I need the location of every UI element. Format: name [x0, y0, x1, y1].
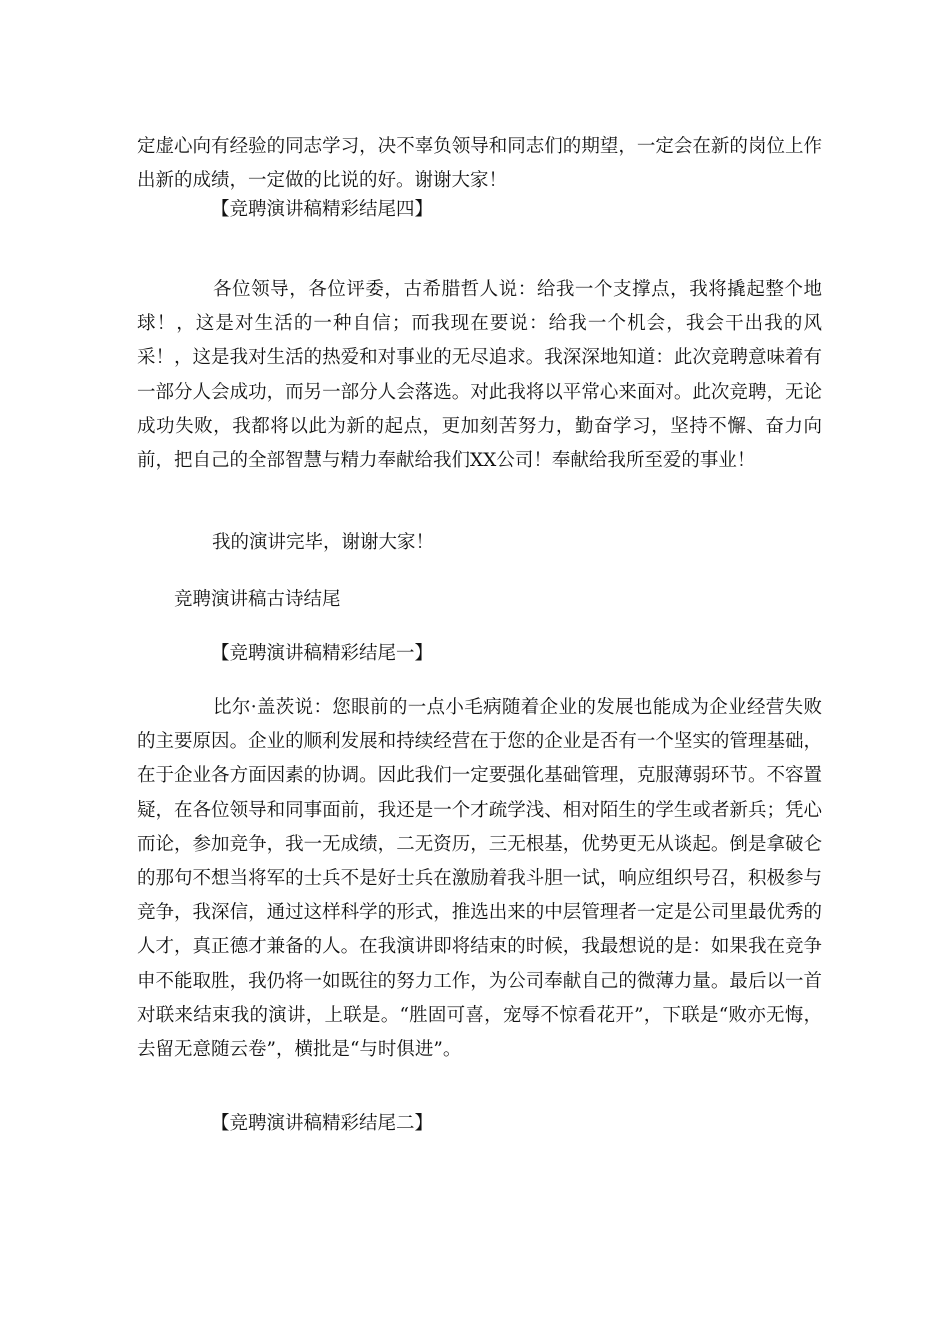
body-paragraph-4: 各位领导，各位评委，古希腊哲人说：给我一个支撑点，我将撬起整个地球！，这是对生活的一种自信；而我现在要说：给我一个机会，我会干出我的风采！，这是我对生活的热爱和对事业的无尽追求。我深深地知道：此次竞聘意味着有一部分人会成功，而另一部分人会落选。对此我将以平常心来面对。此次竞聘，无论成功失败，我都将以此为新的起点，更加刻苦努力，勤奋学习，坚持不懈、奋力向前，把自己的全部智慧与精力奉献给我们XX公司！奉献给我所至爱的事业！	[137, 279, 822, 472]
section-heading-1: 【竞聘演讲稿精彩结尾一】	[211, 643, 434, 664]
section-title: 竞聘演讲稿古诗结尾	[174, 589, 341, 610]
body-paragraph-1: 比尔·盖茨说：您眼前的一点小毛病随着企业的发展也能成为企业经营失败的主要原因。企业的顺利发展和持续经营在于您的企业是否有一个坚实的管理基础，在于企业各方面因素的协调。因此我们一定要强化基础管理，克服薄弱环节。不容置疑，在各位领导和同事面前，我还是一个才疏学浅、相对陌生的学生或者新兵；凭心而论，参加竞争，我一无成绩，二无资历，三无根基，优势更无从谈起。倒是拿破仑的那句不想当将军的士兵不是好士兵在激励着我斗胆一试，响应组织号召，积极参与竞争，我深信，通过这样科学的形式，推选出来的中层管理者一定是公司里最优秀的人才，真正德才兼备的人。在我演讲即将结束的时候，我最想说的是：如果我在竞争申不能取胜，我仍将一如既往的努力工作，为公司奉献自己的微薄力量。最后以一首对联来结束我的演讲，上联是。“胜固可喜，宠辱不惊看花开”，下联是“败亦无悔，去留无意随云卷”，横批是“与时俱进”。	[137, 697, 822, 1061]
closing-line: 我的演讲完毕，谢谢大家！	[212, 532, 435, 553]
continuation-paragraph: 定虚心向有经验的同志学习，决不辜负领导和同志们的期望，一定会在新的岗位上作出新的成绩，一定做的比说的好。谢谢大家！	[137, 136, 822, 192]
section-heading-2: 【竞聘演讲稿精彩结尾二】	[211, 1113, 434, 1134]
section-heading-4: 【竞聘演讲稿精彩结尾四】	[211, 199, 434, 220]
